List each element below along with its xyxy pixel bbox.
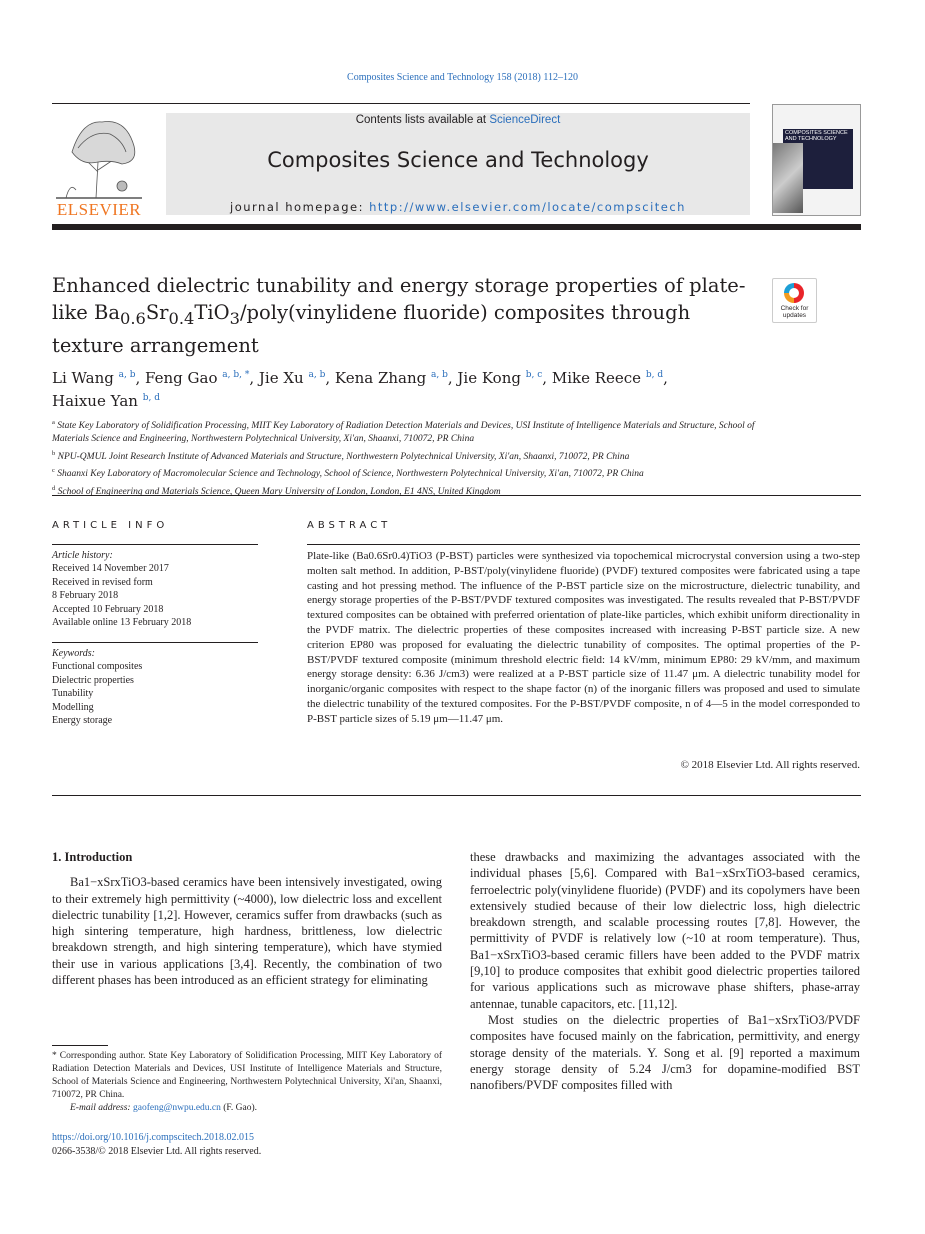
history-item: Received 14 November 2017 [52,563,169,575]
history-item: Received in revised form [52,576,153,588]
author-affil-marker[interactable]: a, b [118,370,136,380]
history-label: Article history: [52,550,113,561]
affiliations [52,416,782,499]
abstract-rule [307,544,860,545]
intro-paragraph: these drawbacks and maximizing the advantages associated with the individual phases [5,6]. Compared with Ba1−xSrxTiO3-based ceramics, ferroelectric poly(vinylidene fluoride) (PVDF) and its copolymers have been extensively studied because of their low dielectric loss, high dielectric breakdown strength, and scalable processing routes [7,8]. However, the permittivity of PVDF is relatively low (~10 at room temperature). Thus, Ba1−xSrxTiO3-based ceramic fillers have been added to the PVDF matrix [9,10] to produce composites that exhibit good dielectric properties tailored for various applications such as microwave phase shifters, phase-array antennae, tunable capacitors, etc. [11,12]. [470,850,860,1011]
check-for-updates-badge[interactable] [772,278,817,323]
section-rule [52,795,861,796]
cover-image [773,143,803,213]
email-link[interactable]: gaofeng@nwpu.edu.cn [132,1103,221,1113]
homepage-link[interactable]: http://www.elsevier.com/locate/compscitech [369,200,686,214]
left-column [52,849,442,988]
history-item: Accepted 10 February 2018 [52,603,164,615]
abstract-text: Plate-like (Ba0.6Sr0.4)TiO3 (P-BST) particles were synthesized via topochemical microcrystal conversion using a two-step molten salt method. In addition, P-BST/poly(vinylidene fluoride) (PVDF) textured composites were fabricated using a tape casting and hot pressing method. The influence of the P-BST particle size on the microstructure, dielectric tunability, and energy storage properties of the P-BST/PVDF textured composites was investigated. The results revealed that P-BST/PVDF textured composites can be obtained with preferred orientation of plate-like particles, which exhibit uniform directionality in the PVDF matrix. The dielectric properties of these composites increased with increasing P-BST particle size. A new criterion EP80 was proposed for evaluating the dielectric tunability of composites. The optimal properties of the P-BST/PVDF textured composite (minimum threshold electric field: 14 kV/mm, minimum EP80: 29 kV/mm, and maximum energy storage density: 6.36 J/cm3) were realized at a P-BST particle size of 11.47 μm. A dielectric tunability model for inorganic/organic composites with respect to the shape factor (n) of the inorganic fillers was proposed and used to simulate the dielectric tunability of the textured composites. For the P-BST/PVDF composite, n of 4—5 in the model corresponded to P-BST particle sizes of 5.19 μm—11.47 μm. [307,550,860,725]
right-column [470,849,860,1093]
author-name[interactable]: Mike Reece [551,369,642,387]
author-name[interactable]: Jie Kong [457,369,521,387]
author-name[interactable]: Haixue Yan [52,392,138,410]
author-affil-marker[interactable]: b, d [142,393,160,403]
sciencedirect-link[interactable]: ScienceDirect [489,114,561,126]
email-label: E-mail address: [70,1103,133,1113]
info-rule [52,544,258,545]
intro-paragraph: Ba1−xSrxTiO3-based ceramics have been intensively investigated, owing to their extremely high permittivity (~4000), low dielectric loss and excellent dielectric tunability [1,2]. However, ceramics suffer from drawbacks (such as high sintering temperature, high hardness, brittleness, low dielectric breakdown strength, and high sintering temperature), which have stymied their use in various applications [3,4]. Recently, the combination of two different phases has been introduced as an efficient strategy for eliminating [52,875,442,988]
section-heading-introduction: 1. Introduction [52,850,133,864]
elsevier-wordmark: ELSEVIER [56,200,142,219]
email-suffix: (F. Gao). [220,1103,258,1113]
issn-line: 0266-3538/© 2018 Elsevier Ltd. All rights reserved. [52,1145,262,1157]
homepage-prefix: journal homepage: [230,200,370,214]
author-list: Li Wang $^{a, b}$, Feng Gao $^{a, b, *}$, Jie Xu $^{a, b}$, Kena Zhang $^{a, b}$, Jie Kong $^{b, c}$, Mike Reece $^{b, d}$, Haixue Yan $^{b, d}$ [52,369,668,410]
abstract-heading: ABSTRACT [307,520,392,531]
author-name[interactable]: Feng Gao [145,369,218,387]
author-name[interactable]: Jie Xu [258,369,304,387]
footnote [52,1050,442,1115]
corresponding-author-note: * Corresponding author. State Key Laboratory of Solidification Processing, MIIT Key Laboratory of Radiation Detection Materials and Devices, USI Institute of Intelligence Materials and Structure, School of Materials Science and Engineering, Northwestern Polytechnical University, Xi'an, Shaanxi, 710072, PR China. [52,1051,442,1100]
article-history [52,549,258,629]
author-affil-marker[interactable]: a, b, * [222,370,250,380]
paper-title: Enhanced dielectric tunability and energy storage properties of plate-like $Ba_{0.6}Sr_{0.4}TiO_3/poly(vinylidene$ fluoride) composites through texture arrangement [52,274,746,357]
journal-cover-thumbnail[interactable] [772,104,861,216]
cover-title: COMPOSITES SCIENCE AND TECHNOLOGY [785,130,848,142]
affiliation-item: $^d$ School of Engineering and Materials Science, Queen Mary University of London, London, E1 4NS, United Kingdom [52,484,501,497]
keyword-item: Functional composites [52,661,143,673]
affiliation-item: $^c$ Shaanxi Key Laboratory of Macromolecular Science and Technology, School of Science, Northwestern Polytechnical University, Xi'an, 710072, PR China [52,467,644,480]
keywords [52,647,258,727]
contents-line [166,114,750,126]
history-item: 8 February 2018 [52,590,119,602]
keyword-item: Dielectric properties [52,674,134,686]
article-identifiers [52,1131,552,1158]
info-rule [52,642,258,643]
crossmark-icon [784,283,804,303]
check-for-updates-label: Check for updates [780,305,809,319]
keywords-label: Keywords: [52,648,95,659]
header-rule [52,103,750,104]
intro-paragraph: Most studies on the dielectric properties of Ba1−xSrxTiO3/PVDF composites have focused mainly on the fabrication, permittivity, and energy storage density of the materials. Y. Song et al. [9] reported a maximum energy storage density of 5.24 J/cm3 for dopamine-modified BST nanofibers/PVDF composites filled with [470,1012,860,1093]
journal-homepage [166,200,750,214]
affiliation-item: $^a$ State Key Laboratory of Solidification Processing, MIIT Key Laboratory of Radiation Detection Materials and Devices, USI Institute of Intelligence Materials and Structure, School of Materials Science and Engineering, Northwestern Polytechnical University, Xi'an, Shaanxi, 710072, PR China [52,419,755,445]
keyword-item: Tunability [52,688,94,700]
affiliation-item: $^b$ NPU-QMUL Joint Research Institute of Advanced Materials and Structure, Northwestern Polytechnical University, Xi'an, Shaanxi, 710072, PR China [52,449,630,462]
author-name[interactable]: Kena Zhang [334,369,427,387]
author-affil-marker[interactable]: b, d [645,370,664,380]
doi-link[interactable]: https://doi.org/10.1016/j.compscitech.2018.02.015 [52,1132,255,1143]
abstract-copyright: © 2018 Elsevier Ltd. All rights reserved. [680,759,860,771]
journal-citation[interactable]: Composites Science and Technology 158 (2018) 112–120 [347,72,578,83]
history-item: Available online 13 February 2018 [52,617,192,629]
journal-title: Composites Science and Technology [267,148,649,172]
email-line [52,1102,442,1115]
contents-prefix: Contents lists available at [355,114,490,126]
author-affil-marker[interactable]: a, b [308,370,326,380]
section-rule [52,495,861,496]
footnote-rule [52,1045,108,1046]
author-affil-marker[interactable]: a, b [431,370,448,380]
keyword-item: Energy storage [52,715,113,727]
keyword-item: Modelling [52,701,94,713]
header-thick-rule [52,224,861,230]
article-info-heading: ARTICLE INFO [52,520,169,531]
author-affil-marker[interactable]: b, c [525,370,543,380]
author-name[interactable]: Li Wang [52,369,114,387]
